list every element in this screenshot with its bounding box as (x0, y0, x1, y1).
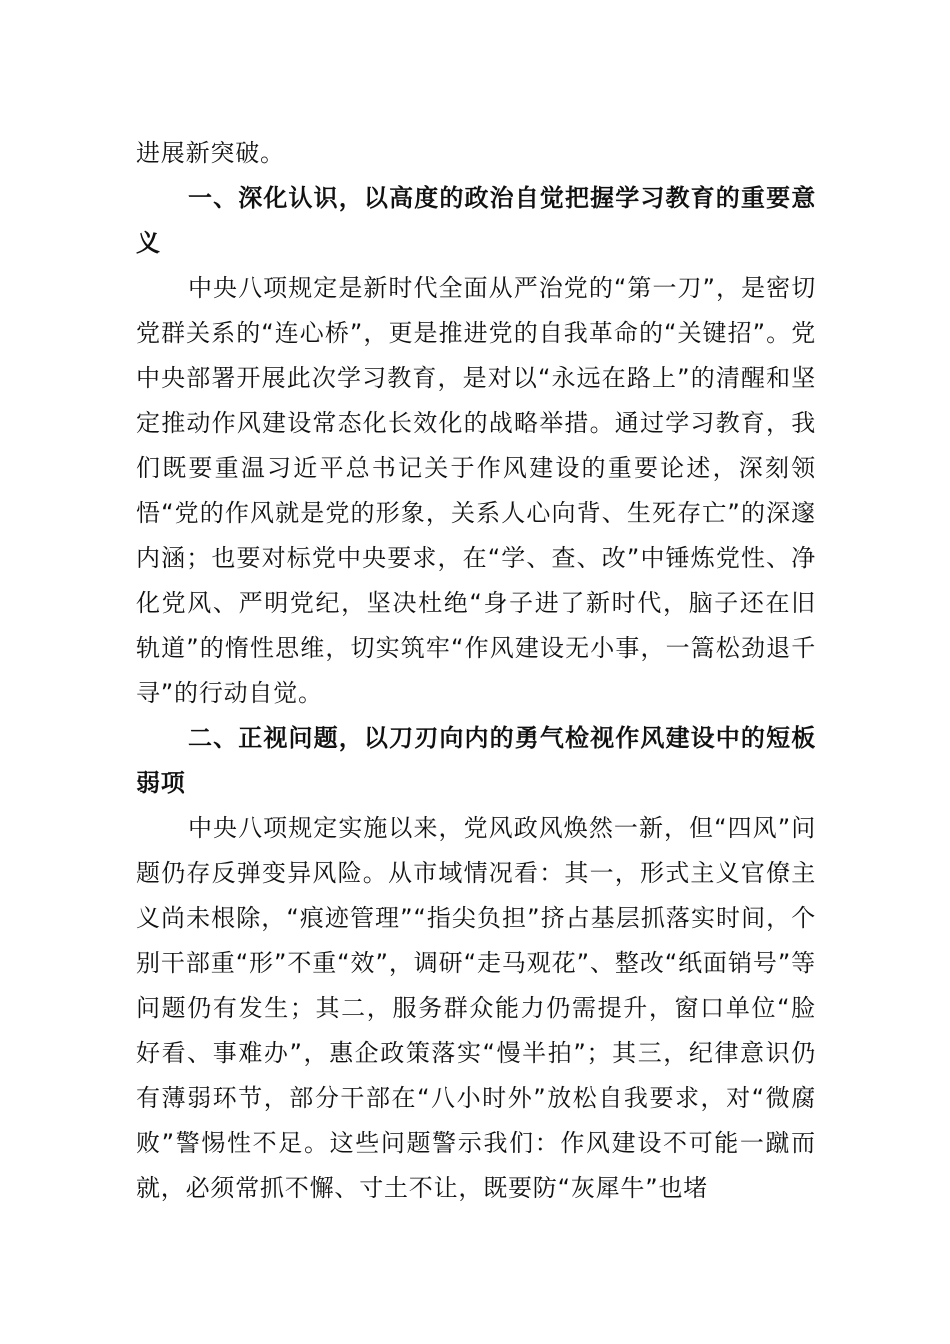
paragraph-section-2: 中央八项规定实施以来，党风政风焕然一新，但“四风”问题仍存反弹变异风险。从市域情况看：其一，形式主义官僚主义尚未根除，“痕迹管理”“指尖负担”挤占基层抓落实时间，个别干部重“形”不重“效”，调研“走马观花”、整改“纸面销号”等问题仍有发生；其二，服务群众能力仍需提升，窗口单位“脸好看、事难办”，惠企政策落实“慢半拍”；其三，纪律意识仍有薄弱环节，部分干部在“八小时外”放松自我要求，对“微腐败”警惕性不足。这些问题警示我们：作风建设不可能一蹴而就，必须常抓不懈、寸土不让，既要防“灰犀牛”也堵 (136, 814, 816, 1202)
document-body (136, 131, 816, 1211)
paragraph-section-1: 中央八项规定是新时代全面从严治党的“第一刀”，是密切党群关系的“连心桥”，更是推进党的自我革命的“关键招”。党中央部署开展此次学习教育，是对以“永远在路上”的清醒和坚定推动作风建设常态化长效化的战略举措。通过学习教育，我们既要重温习近平总书记关于作风建设的重要论述，深刻领悟“党的作风就是党的形象，关系人心向背、生死存亡”的深邃内涵；也要对标党中央要求，在“学、查、改”中锤炼党性、净化党风、严明党纪，坚决杜绝“身子进了新时代，脑子还在旧轨道”的惰性思维，切实筑牢“作风建设无小事，一篙松劲退千寻”的行动自觉。 (136, 274, 816, 707)
section-heading-1: 一、深化认识，以高度的政治自觉把握学习教育的重要意义 (136, 184, 816, 257)
paragraph-continuation: 进展新突破。 (136, 139, 285, 167)
section-heading-2: 二、正视问题，以刀刃向内的勇气检视作风建设中的短板弱项 (136, 724, 816, 797)
